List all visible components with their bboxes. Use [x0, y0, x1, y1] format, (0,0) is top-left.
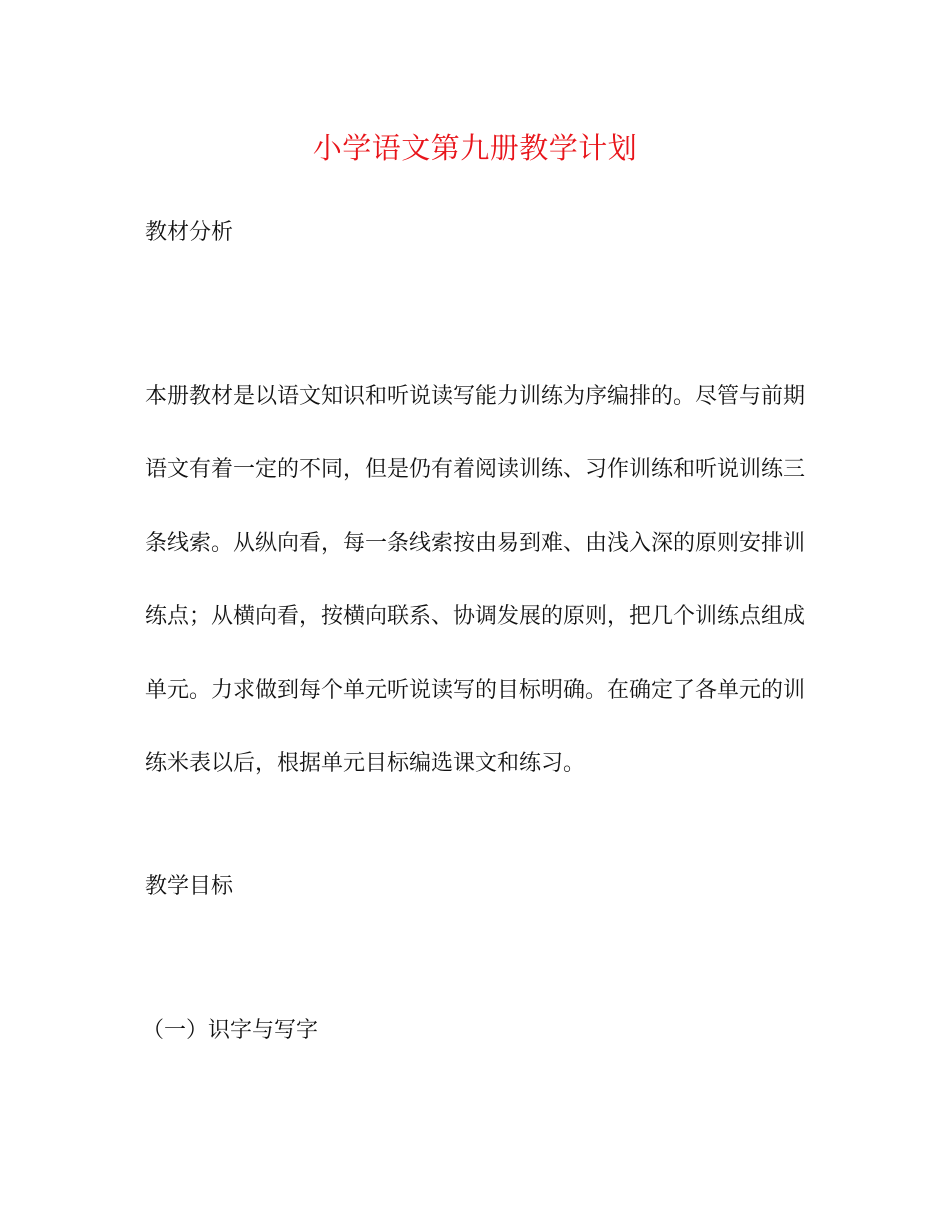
paragraph-text: 本册教材是以语文知识和听说读写能力训练为序编排的。尽管与前期语文有着一定的不同，但是仍有着阅读训练、习作训练和听说训练三条线索。从纵向看，每一条线索按由易到难、由浅入深的原则安排训练点；从横向看，按横向联系、协调发展的原则，把几个训练点组成单元。力求做到每个单元听说读写的目标明确。在确定了各单元的训练米表以后，根据单元目标编选课文和练习。: [145, 384, 806, 777]
section-heading-textbook-analysis: 教材分析: [145, 220, 234, 245]
document-title: 小学语文第九册教学计划: [312, 131, 638, 165]
subsection-heading-literacy: （一）识字与写字: [142, 1018, 319, 1043]
section-heading-teaching-goals: 教学目标: [145, 874, 234, 899]
paragraph-textbook-analysis: [145, 360, 805, 800]
